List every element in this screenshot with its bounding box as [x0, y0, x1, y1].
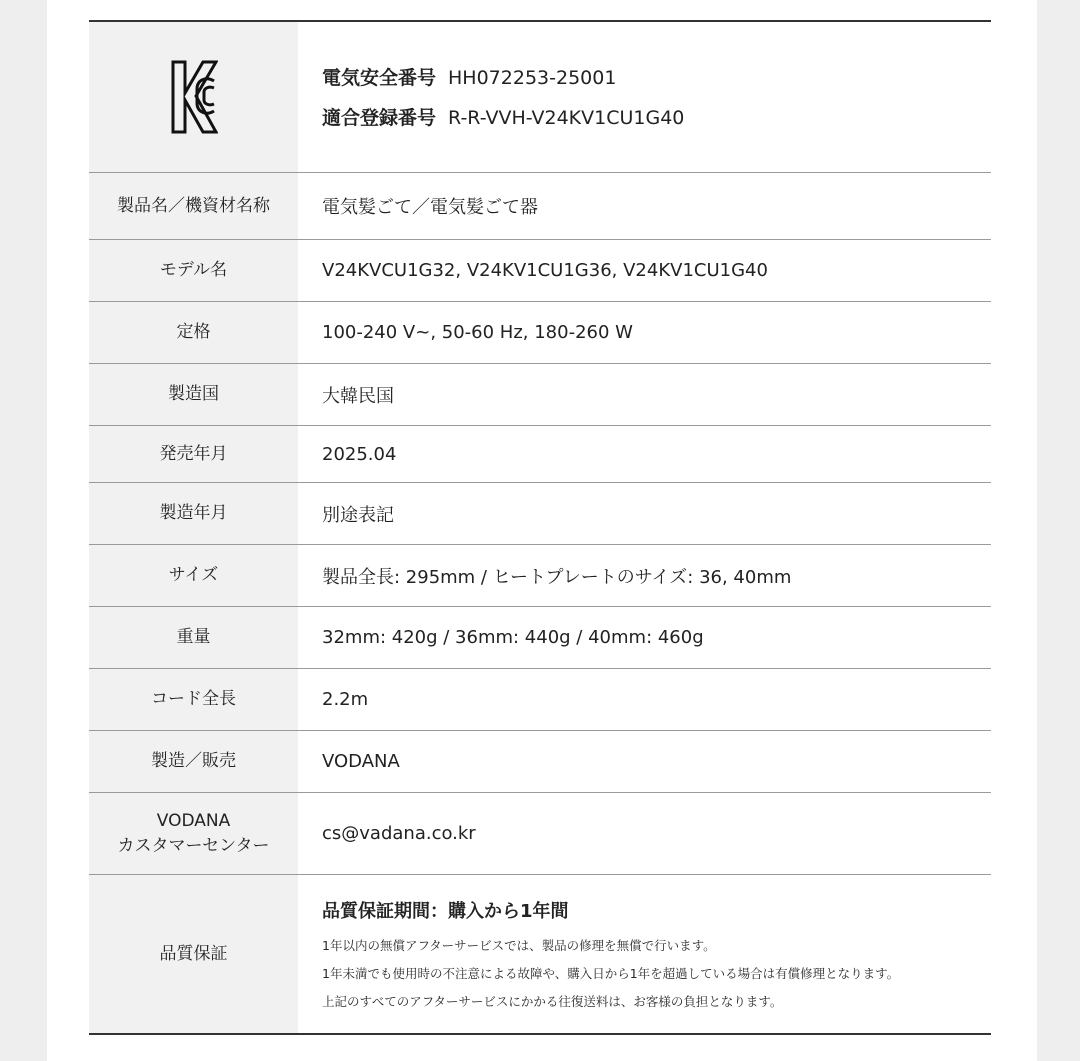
kc-mark-cell: [89, 22, 298, 172]
spec-label: 発売年月: [89, 426, 298, 482]
spec-label: モデル名: [89, 240, 298, 301]
customer-center-email: cs@vadana.co.kr: [322, 823, 476, 844]
spec-value: 2.2m: [322, 689, 369, 710]
spec-value: VODANA: [322, 751, 400, 772]
warranty-title: 品質保証期間：購入から1年間: [322, 900, 569, 922]
certification-row: [89, 22, 991, 173]
spec-label: 製造／販売: [89, 731, 298, 792]
spec-label: 重量: [89, 607, 298, 668]
spec-sheet: [47, 0, 1037, 1061]
electric-safety-number: HH072253-25001: [448, 67, 617, 89]
spec-label: 定格: [89, 302, 298, 363]
customer-center-label-brand: VODANA: [156, 810, 231, 831]
spec-row-rating: [89, 302, 991, 364]
spec-row-weight: [89, 607, 991, 669]
spec-label: コード全長: [89, 669, 298, 730]
conformity-number: R-R-VVH-V24KV1CU1G40: [448, 107, 685, 129]
product-spec-table: [89, 20, 991, 1035]
warranty-note: 上記のすべてのアフターサービスにかかる往復送料は、お客様の負担となります。: [322, 993, 783, 1009]
spec-value: 2025.04: [322, 443, 397, 465]
certification-numbers: [298, 22, 991, 172]
spec-row-size: [89, 545, 991, 607]
spec-row-country: [89, 364, 991, 426]
spec-row-model-name: [89, 240, 991, 302]
warranty-details: [298, 875, 991, 1033]
spec-value: 別途表記: [322, 504, 394, 526]
spec-row-warranty: [89, 875, 991, 1033]
conformity-label: 適合登録番号: [322, 107, 437, 129]
spec-value: V24KVCU1G32, V24KV1CU1G36, V24KV1CU1G40: [322, 260, 768, 281]
warranty-note: 1年未満でも使用時の不注意による故障や、購入日から1年を超過している場合は有償修理となります。: [322, 965, 900, 981]
electric-safety-label: 電気安全番号: [322, 67, 437, 89]
spec-value: 製品全長: 295mm / ヒートプレートのサイズ: 36, 40mm: [322, 566, 792, 588]
warranty-label: 品質保証: [89, 875, 298, 1033]
spec-value: 32mm: 420g / 36mm: 440g / 40mm: 460g: [322, 627, 704, 648]
warranty-note: 1年以内の無償アフターサービスでは、製品の修理を無償で行います。: [322, 937, 716, 953]
spec-row-maker-seller: [89, 731, 991, 793]
spec-label: サイズ: [89, 545, 298, 606]
customer-center-label-text: カスタマーセンター: [117, 835, 270, 856]
customer-center-label: [89, 793, 298, 874]
conformity-line: [322, 98, 991, 138]
spec-row-cord-length: [89, 669, 991, 731]
spec-row-release-date: [89, 426, 991, 483]
spec-value: 大韓民国: [322, 385, 394, 407]
spec-label: 製品名／機資材名称: [89, 173, 298, 239]
spec-row-customer-center: [89, 793, 991, 875]
spec-label: 製造年月: [89, 483, 298, 544]
spec-value: 電気髪ごて／電気髪ごて器: [322, 197, 538, 218]
spec-value: 100-240 V~, 50-60 Hz, 180-260 W: [322, 322, 633, 343]
spec-label: 製造国: [89, 364, 298, 425]
electric-safety-line: [322, 58, 991, 98]
spec-row-product-name: [89, 173, 991, 240]
kc-certification-mark-icon: [170, 59, 218, 135]
spec-row-manufacture-date: [89, 483, 991, 545]
